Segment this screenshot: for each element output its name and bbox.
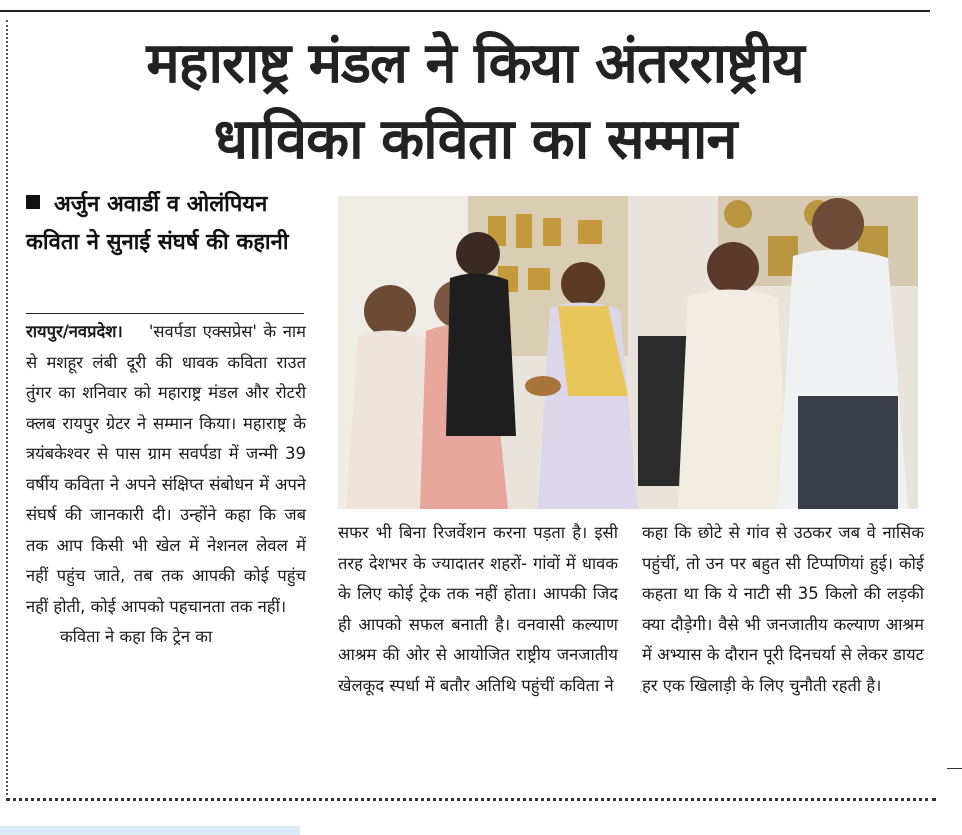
article-column-2 bbox=[338, 518, 618, 701]
column-2-text: सफर भी बिना रिजर्वेशन करना पड़ता है। इसी तरह देशभर के ज्यादातर शहरों- गांवों में धावक के लिए कोई ट्रेक तक नहीं होता। आपकी जिद ही आपको सफल बनाती है। वनवासी कल्याण आश्रम की ओर से आयोजित राष्ट्रीय जनजातीय खेलकूद स्पर्धा में बतौर अतिथि पहुंचीं कविता ने bbox=[338, 523, 618, 695]
photo-illustration bbox=[338, 196, 918, 509]
article-column-3 bbox=[642, 518, 924, 701]
headline-line-2: धाविका कविता का सम्मान bbox=[213, 107, 737, 172]
headline bbox=[20, 26, 930, 178]
headline-line-1: महाराष्ट्र मंडल ने किया अंतरराष्ट्रीय bbox=[146, 31, 804, 96]
news-photo bbox=[338, 196, 918, 509]
square-bullet-icon bbox=[26, 195, 40, 209]
top-rule bbox=[0, 10, 930, 12]
paragraph-2-start: कविता ने कहा कि ट्रेन का bbox=[60, 627, 213, 646]
dateline: रायपुर/नवप्रदेश। bbox=[26, 322, 123, 341]
subheadline bbox=[26, 186, 306, 262]
right-edge-mark bbox=[947, 768, 962, 769]
left-dotted-border bbox=[6, 20, 8, 795]
column-3-text: कहा कि छोटे से गांव से उठकर जब वे नासिक पहुंचीं, तो उन पर बहुत सी टिप्पणियां हुई। कोई कहता था कि ये नाटी सी 35 किलो की लड़की क्या दौड़ेगी। वैसे भी जनजातीय कल्याण आश्रम में अभ्यास के दौरान पूरी दिनचर्या से लेकर डायट हर एक खिलाड़ी के लिए चुनौती रहती है। bbox=[642, 523, 924, 695]
bottom-dotted-border bbox=[6, 798, 936, 801]
subheadline-rule bbox=[26, 313, 304, 314]
paragraph-1: 'सवर्पडा एक्सप्रेस' के नाम से मशहूर लंबी दूरी की धावक कविता राउत तुंगर का शनिवार को महाराष्ट्र मंडल और रोटरी क्लब रायपुर ग्रेटर ने सम्मान किया। महाराष्ट्र के त्रयंबकेश्वर से पास ग्राम सवर्पडा में जन्मी 39 वर्षीय कविता ने अपने संक्षिप्त संबोधन में अपने संघर्ष की जानकारी दी। उन्होंने कहा कि जब तक आप किसी भी खेल में नेशनल लेवल में नहीं पहुंच जाते, तब तक आपकी कोई पहुंच नहीं होती, कोई आपको पहचानता तक नहीं। bbox=[26, 322, 306, 616]
subheadline-text: अर्जुन अवार्डी व ओलंपियन कविता ने सुनाई संघर्ष की कहानी bbox=[26, 192, 289, 255]
article-column-1 bbox=[26, 317, 306, 653]
bottom-color-strip bbox=[0, 826, 300, 835]
